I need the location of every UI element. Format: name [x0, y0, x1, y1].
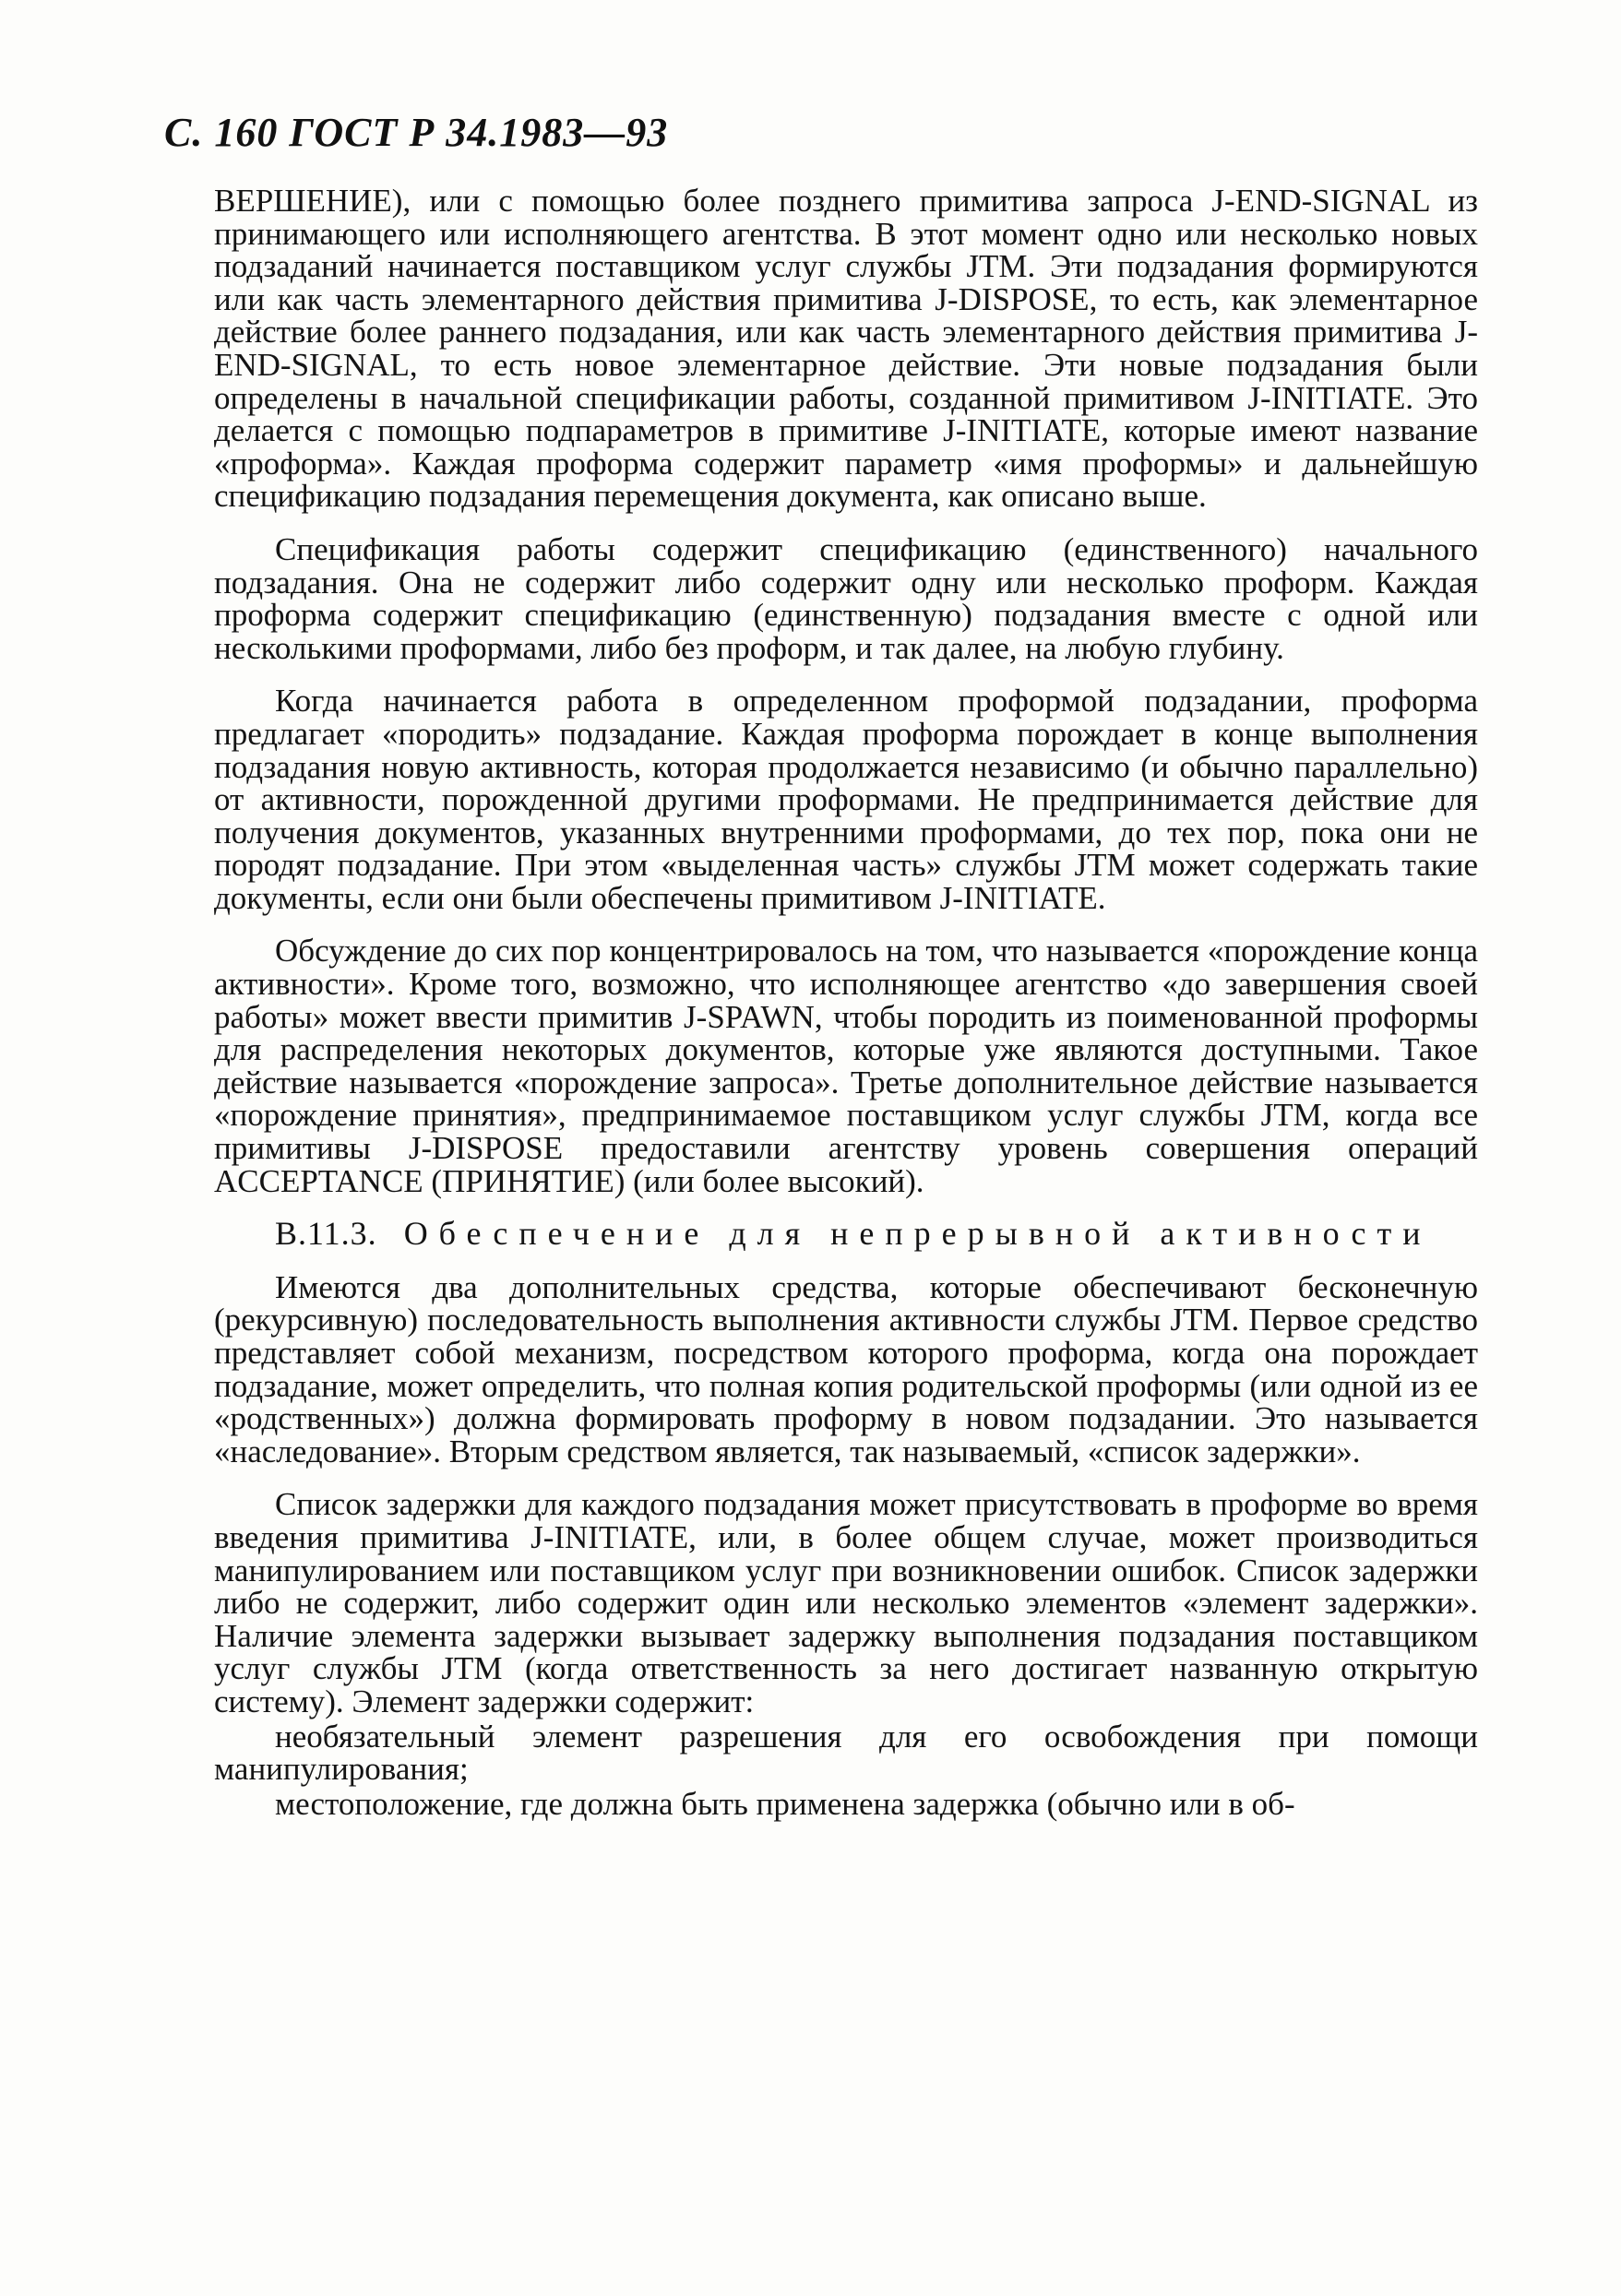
list-item: необязательный элемент разрешения для его освобождения при помощи манипулирования;	[214, 1718, 1478, 1788]
paragraph: Когда начинается работа в определенном проформой подзадании, проформа предлагает «породить» подзадание. Каждая проформа порождает в конце выполнения подзадания новую активность, которая продолжается независимо (и обычно параллельно) от активности, порожденной другими проформами. Не предпринимается действие для получения документов, указанных внутренними проформами, до тех пор, пока они не породят подзадание. При этом «выделенная часть» службы JTM может содержать такие документы, если они были обеспечены примитивом J-INITIATE.	[214, 683, 1478, 916]
page-body	[214, 184, 1478, 1822]
page-header: С. 160 ГОСТ Р 34.1983—93	[164, 110, 669, 155]
paragraph: Список задержки для каждого подзадания может присутствовать в проформе во время введения примитива J-INITIATE, или, в более общем случае, может производиться манипулированием или поставщиком услуг при возникновении ошибок. Список задержки либо не содержит, либо содержит один или несколько элементов «элемент задержки». Наличие элемента задержки вызывает задержку выполнения подзадания поставщиком услуг службы JTM (когда ответственность за него достигает названную открытую систему). Элемент задержки содержит:	[214, 1486, 1478, 1719]
paragraph: Спецификация работы содержит спецификацию (единственного) начального подзадания. Она не содержит либо содержит одну или несколько проформ. Каждая проформа содержит спецификацию (единственную) подзадания вместе с одной или несколькими проформами, либо без проформ, и так далее, на любую глубину.	[214, 530, 1478, 666]
section-number: В.11.3.	[275, 1215, 377, 1253]
section-title: Обеспечение для непрерывной активности	[403, 1215, 1432, 1253]
list-item: местоположение, где должна быть применена задержка (обычно или в об-	[275, 1785, 1295, 1822]
paragraph: Имеются два дополнительных средства, которые обеспечивают бесконечную (рекурсивную) последовательность выполнения активности службы JTM. Первое средство представляет собой механизм, посредством которого проформа, когда она порождает подзадание, может определить, что полная копия родительской проформы (или одной из ее «родственных») должна формировать проформу в новом подзадании. Это называется «наследование». Вторым средством является, так называемый, «список задержки».	[214, 1268, 1478, 1469]
section-heading	[214, 1215, 1478, 1253]
paragraph: ВЕРШЕНИЕ), или с помощью более позднего примитива запроса J-END-SIGNAL из принимающего или исполняющего агентства. В этот момент одно или несколько новых подзаданий начинается поставщиком услуг службы JTM. Эти подзадания формируются или как часть элементарного действия примитива J-DISPOSE, то есть, как элементарное действие более раннего подзадания, или как часть элементарного действия примитива J-END-SIGNAL, то есть новое элементарное действие. Эти новые подзадания были определены в начальной спецификации работы, созданной примитивом J-INITIATE. Это делается с помощью подпараметров в примитиве J-INITIATE, которые имеют название «проформа». Каждая проформа содержит параметр «имя проформы» и дальнейшую спецификацию подзадания перемещения документа, как описано выше.	[214, 183, 1478, 515]
paragraph: Обсуждение до сих пор концентрировалось на том, что называется «порождение конца активности». Кроме того, возможно, что исполняющее агентство «до завершения своей работы» может ввести примитив J-SPAWN, чтобы породить из поименованной проформы для распределения некоторых документов, которые уже являются доступными. Такое действие называется «порождение запроса». Третье дополнительное действие называется «порождение принятия», предпринимаемое поставщиком услуг службы JTM, когда все примитивы J-DISPOSE предоставили агентству уровень совершения операций ACCEPTANCE (ПРИНЯТИЕ) (или более высокий).	[214, 933, 1478, 1199]
